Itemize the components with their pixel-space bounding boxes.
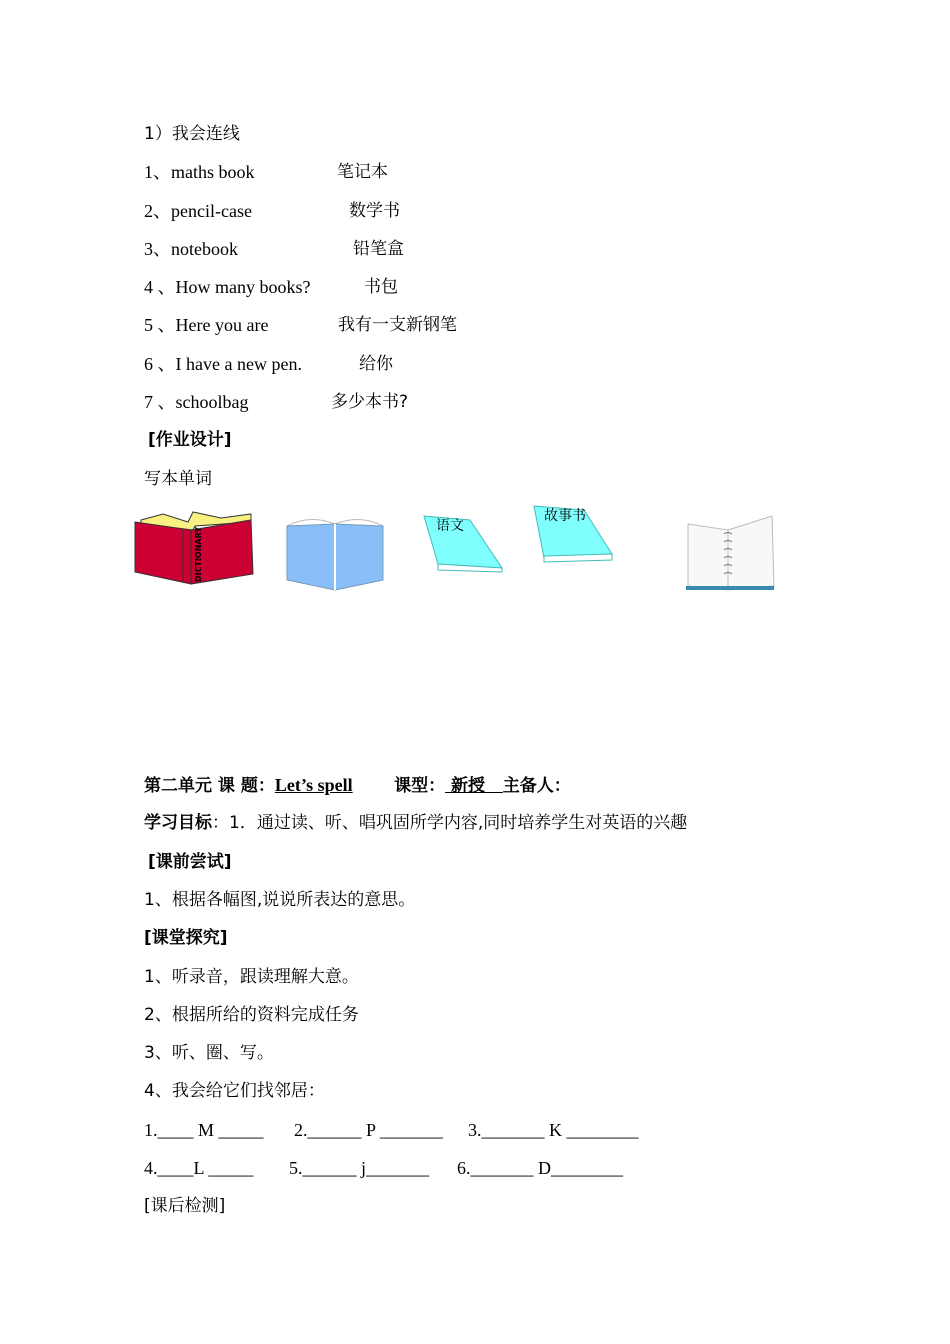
unit-name: 第二单元	[144, 776, 212, 796]
neighbor-blank[interactable]: 6._______ D________	[457, 1158, 623, 1178]
unit-header	[144, 774, 571, 797]
homework-heading: [作业设计]	[148, 430, 232, 450]
neighbor-blank[interactable]: 3._______ K ________	[468, 1120, 639, 1140]
match-left: 6 、I have a new pen.	[144, 354, 302, 374]
dictionary-spine-text: DICTIONARY	[194, 526, 203, 582]
after-class-heading: [课后检测]	[144, 1196, 226, 1216]
topic-label: 课 题：	[217, 776, 275, 796]
match-left: 3、notebook	[144, 239, 238, 259]
classroom-item: 1、听录音，跟读理解大意。	[144, 967, 359, 987]
match-right: 多少本书?	[331, 392, 409, 412]
preclass-heading: [课前尝试]	[148, 852, 232, 872]
match-left: 5 、Here you are	[144, 315, 269, 335]
neighbor-blank[interactable]: 5.______ j_______	[289, 1158, 430, 1178]
match-right: 笔记本	[337, 162, 388, 182]
chinese-book-label: 语文	[436, 518, 464, 534]
story-book-label: 故事书	[544, 508, 586, 524]
notebook-image	[686, 514, 776, 592]
blue-book-image	[285, 514, 385, 592]
match-right: 铅笔盒	[353, 239, 404, 259]
homework-task: 写本单词	[144, 469, 212, 489]
matching-title: 1）我会连线	[144, 124, 240, 144]
classroom-item: 4、我会给它们找邻居：	[144, 1081, 325, 1101]
neighbor-blank[interactable]: 2.______ P _______	[294, 1120, 443, 1140]
learning-goal: 学习目标：1．通过读、听、唱巩固所学内容,同时培养学生对英语的兴趣	[144, 813, 688, 833]
match-left: 4 、How many books?	[144, 277, 311, 297]
classroom-item: 3、听、圈、写。	[144, 1043, 274, 1063]
match-right: 书包	[364, 277, 398, 297]
topic-value: Let’s spell	[274, 775, 353, 795]
classroom-heading: [课堂探究]	[144, 928, 228, 948]
neighbor-blank[interactable]: 4.____L _____	[144, 1158, 254, 1178]
neighbor-blank[interactable]: 1.____ M _____	[144, 1120, 264, 1140]
dictionary-image	[133, 508, 255, 586]
preclass-item: 1、根据各幅图,说说所表达的意思。	[144, 890, 416, 910]
match-left: 7 、schoolbag	[144, 392, 249, 412]
preparer-label: 主备人：	[502, 776, 571, 796]
chinese-book-image	[422, 512, 506, 574]
match-left: 1、maths book	[144, 162, 255, 182]
type-value: 新授	[451, 776, 486, 796]
type-label: 课型：	[394, 776, 446, 796]
match-left: 2、pencil-case	[144, 201, 252, 221]
match-right: 数学书	[349, 201, 400, 221]
match-right: 给你	[359, 354, 393, 374]
match-right: 我有一支新钢笔	[338, 315, 457, 335]
classroom-item: 2、根据所给的资料完成任务	[144, 1005, 359, 1025]
